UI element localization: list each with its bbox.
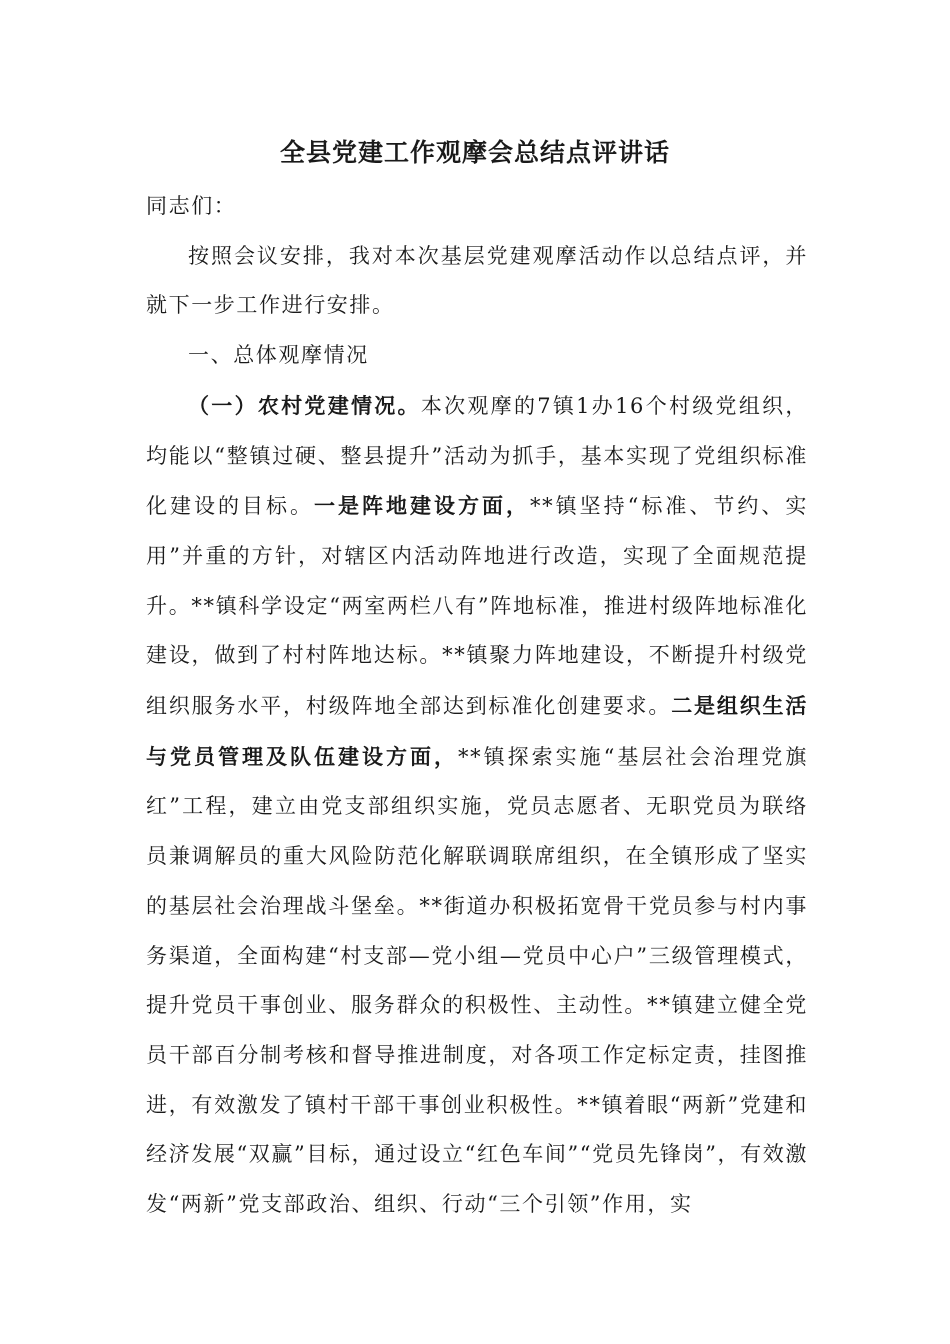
bold-point-2: 二是组织生活与党员管理及队伍建设方面，	[146, 693, 808, 769]
document-body	[146, 182, 808, 1230]
section-heading: 一、总体观摩情况	[188, 343, 369, 368]
paragraph-text: 本次观摩的7镇1办16个村级党组织，均能以“整镇过硬、整县提升”活动为抓手，基本实现了党组织标准化建设的目标。	[146, 393, 808, 519]
paragraph-text: **镇坚持“标准、节约、实用”并重的方针，对辖区内活动阵地进行改造，实现了全面规范提升。**镇科学设定“两室两栏八有”阵地标准，推进村级阵地标准化建设，做到了村村阵地达标。**镇聚力阵地建设，不断提升村级党组织服务水平，村级阵地全部达到标准化创建要求。	[146, 494, 808, 719]
paragraph-text: **镇探索实施“基层社会治理党旗红”工程，建立由党支部组织实施，党员志愿者、无职党员为联络员兼调解员的重大风险防范化解联调联席组织，在全镇形成了坚实的基层社会治理战斗堡垒。**街道办积极拓宽骨干党员参与村内事务渠道，全面构建“村支部—党小组—党员中心户”三级管理模式，提升党员干事创业、服务群众的积极性、主动性。**镇建立健全党员干部百分制考核和督导推进制度，对各项工作定标定责，挂图推进，有效激发了镇村干部干事创业积极性。**镇着眼“两新”党建和经济发展“双赢”目标，通过设立“红色车间”“党员先锋岗”，有效激发“两新”党支部政治、组织、行动“三个引领”作用，实	[146, 744, 808, 1217]
document-title: 全县党建工作观摩会总结点评讲话	[279, 138, 670, 167]
salutation: 同志们：	[146, 194, 237, 218]
paragraph-rural-party-building	[146, 381, 808, 1230]
intro-paragraph: 按照会议安排，我对本次基层党建观摩活动作以总结点评，并就下一步工作进行安排。	[146, 243, 808, 318]
bold-point-1: 一是阵地建设方面，	[314, 493, 531, 519]
paragraph-lead: （一）农村党建情况。	[188, 392, 421, 418]
